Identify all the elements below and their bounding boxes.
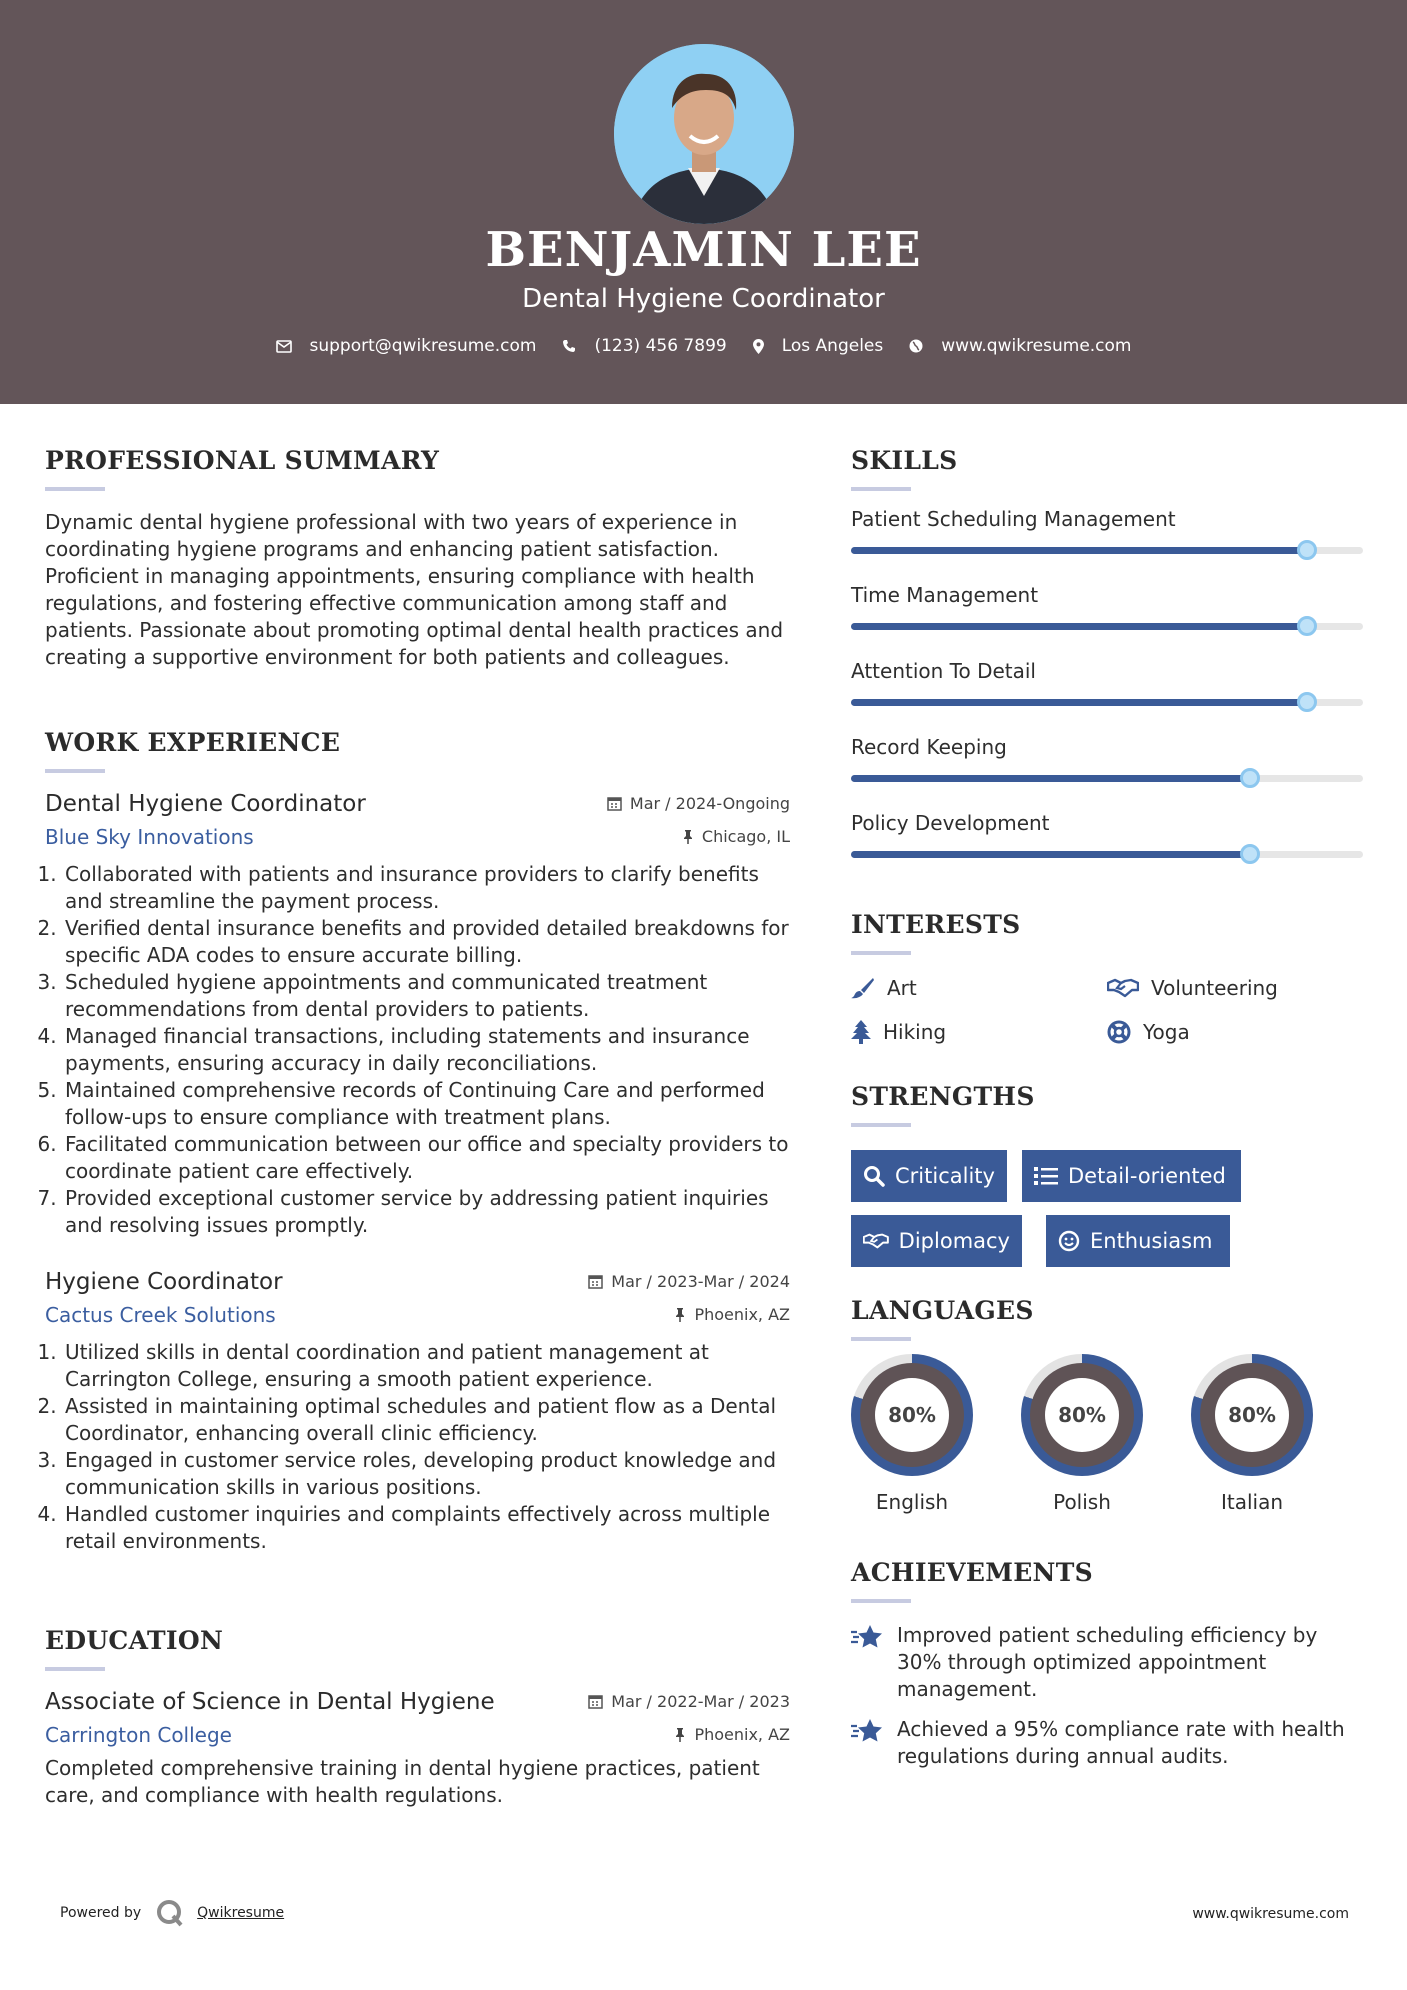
pin-icon xyxy=(674,1307,686,1322)
star-icon xyxy=(851,1624,883,1650)
contact-location xyxy=(753,336,884,356)
email-text: support@qwikresume.com xyxy=(309,336,537,356)
education-location xyxy=(674,1725,790,1744)
list-item: 3. Engaged in customer service roles, developing product knowledge and communication skills in various positions. xyxy=(63,1447,790,1501)
achievement-item xyxy=(851,1716,1363,1770)
strengths-heading: STRENGTHS xyxy=(851,1082,1035,1111)
handshake-icon xyxy=(863,1231,889,1251)
interest-label: Hiking xyxy=(883,1020,947,1044)
job-location-text: Chicago, IL xyxy=(701,827,790,846)
contact-email[interactable] xyxy=(276,336,537,356)
job-dates-text: Mar / 2023-Mar / 2024 xyxy=(611,1272,790,1291)
footer-powered-by xyxy=(60,1898,284,1928)
education-section xyxy=(45,1626,790,1809)
job-location xyxy=(674,1305,790,1324)
list-item: 5. Maintained comprehensive records of Continuing Care and performed follow-ups to ensure compliance with treatment plans. xyxy=(63,1077,790,1131)
interest-label: Volunteering xyxy=(1151,976,1278,1000)
skill-item xyxy=(851,583,1363,659)
list-item: 1. Collaborated with patients and insurance providers to clarify benefits and streamline the payment process. xyxy=(63,861,790,915)
contact-website[interactable] xyxy=(909,336,1131,356)
skill-bar-track xyxy=(851,775,1363,782)
heading-underline xyxy=(851,1337,911,1341)
right-column xyxy=(851,446,1363,1768)
job-title: Dental Hygiene Coordinator xyxy=(45,791,366,817)
calendar-icon xyxy=(588,1694,603,1709)
skill-bar-track xyxy=(851,623,1363,630)
strength-tag xyxy=(1022,1150,1241,1202)
languages-section xyxy=(851,1296,1363,1536)
skill-bar-fill xyxy=(851,775,1250,782)
interest-label: Art xyxy=(887,976,917,1000)
interests-heading: INTERESTS xyxy=(851,910,1021,939)
job-dates-text: Mar / 2024-Ongoing xyxy=(629,794,790,813)
achievement-item xyxy=(851,1622,1363,1703)
list-item: 4. Managed financial transactions, including statements and insurance payments, ensuring accuracy in daily reconciliations. xyxy=(63,1023,790,1077)
interest-item xyxy=(851,976,917,1000)
experience-section xyxy=(45,728,790,1555)
strengths-section xyxy=(851,1082,1363,1282)
skill-bar-fill xyxy=(851,851,1250,858)
strength-tag xyxy=(1046,1215,1230,1267)
achievement-text: Improved patient scheduling efficiency by 30% through optimized appointment management. xyxy=(897,1623,1318,1701)
education-dates-text: Mar / 2022-Mar / 2023 xyxy=(611,1692,790,1711)
summary-section xyxy=(45,446,790,671)
contact-bar xyxy=(0,336,1407,356)
skill-bar-knob xyxy=(1297,540,1317,560)
job-location-text: Phoenix, AZ xyxy=(694,1305,790,1324)
pin-icon xyxy=(682,829,694,844)
list-item: 4. Handled customer inquiries and complaints effectively across multiple retail environments. xyxy=(63,1501,790,1555)
skills-list xyxy=(851,507,1363,887)
star-icon xyxy=(851,1718,883,1744)
school-name[interactable]: Carrington College xyxy=(45,1723,232,1747)
skill-label: Policy Development xyxy=(851,811,1050,835)
language-percent: 80% xyxy=(1045,1378,1119,1452)
skill-label: Patient Scheduling Management xyxy=(851,507,1176,531)
interest-item xyxy=(1107,1020,1190,1044)
strength-tag xyxy=(851,1150,1007,1202)
heading-underline xyxy=(45,769,105,773)
list-item: 6. Facilitated communication between our office and specialty providers to coordinate patient care effectively. xyxy=(63,1131,790,1185)
skill-bar-track xyxy=(851,851,1363,858)
skills-heading: SKILLS xyxy=(851,446,958,475)
education-description: Completed comprehensive training in dental hygiene practices, patient care, and compliance with health regulations. xyxy=(45,1756,760,1807)
strength-label: Enthusiasm xyxy=(1090,1229,1213,1253)
skill-item xyxy=(851,659,1363,735)
left-column xyxy=(45,446,790,1807)
interests-section xyxy=(851,910,1363,1044)
profile-photo xyxy=(614,44,794,224)
language-ring xyxy=(1021,1354,1143,1476)
qwikresume-logo-icon xyxy=(155,1898,185,1928)
skill-bar-knob xyxy=(1297,616,1317,636)
search-icon xyxy=(863,1165,885,1187)
heading-underline xyxy=(851,1599,911,1603)
envelope-icon xyxy=(276,340,292,353)
language-item xyxy=(851,1354,973,1514)
job-dates xyxy=(588,1272,790,1291)
language-percent: 80% xyxy=(1215,1378,1289,1452)
strength-label: Criticality xyxy=(895,1164,995,1188)
skill-bar-knob xyxy=(1240,768,1260,788)
achievements-section xyxy=(851,1558,1363,1778)
pin-icon xyxy=(674,1727,686,1742)
list-item: 1. Utilized skills in dental coordination and patient management at Carrington College, ensuring a smooth patient experience. xyxy=(63,1339,790,1393)
job-bullets xyxy=(63,861,790,1239)
skill-label: Time Management xyxy=(851,583,1039,607)
language-percent: 80% xyxy=(875,1378,949,1452)
language-name: English xyxy=(875,1490,949,1514)
footer-website[interactable]: www.qwikresume.com xyxy=(1192,1906,1349,1922)
tree-icon xyxy=(851,1020,871,1044)
heading-underline xyxy=(851,951,911,955)
achievements-heading: ACHIEVEMENTS xyxy=(851,1558,1093,1587)
resume-header xyxy=(0,0,1407,404)
powered-by-text: Powered by xyxy=(60,1905,142,1921)
skill-bar-fill xyxy=(851,547,1307,554)
qwikresume-link[interactable]: Qwikresume xyxy=(197,1905,285,1921)
calendar-icon xyxy=(607,796,622,811)
job-entry xyxy=(45,1269,790,1555)
life-ring-icon xyxy=(1107,1020,1131,1044)
skill-bar-knob xyxy=(1240,844,1260,864)
achievement-text: Achieved a 95% compliance rate with health regulations during annual audits. xyxy=(897,1717,1345,1768)
job-entry xyxy=(45,791,790,1239)
list-item: 2. Verified dental insurance benefits and provided detailed breakdowns for specific ADA codes to ensure accurate billing. xyxy=(63,915,790,969)
skill-bar-track xyxy=(851,699,1363,706)
list-item: 3. Scheduled hygiene appointments and communicated treatment recommendations from dental providers to patients. xyxy=(63,969,790,1023)
phone-icon xyxy=(562,339,576,353)
skill-item xyxy=(851,735,1363,811)
education-heading: EDUCATION xyxy=(45,1626,224,1655)
summary-heading: PROFESSIONAL SUMMARY xyxy=(45,446,440,475)
degree-title: Associate of Science in Dental Hygiene xyxy=(45,1689,495,1715)
skill-item xyxy=(851,507,1363,583)
strength-tag xyxy=(851,1215,1022,1267)
job-bullets xyxy=(63,1339,790,1555)
list-item: 7. Provided exceptional customer service by addressing patient inquiries and resolving issues promptly. xyxy=(63,1185,790,1239)
heading-underline xyxy=(851,1123,911,1127)
contact-phone[interactable] xyxy=(562,336,726,356)
language-item xyxy=(1021,1354,1143,1514)
education-location-text: Phoenix, AZ xyxy=(694,1725,790,1744)
skills-section xyxy=(851,446,1363,887)
heading-underline xyxy=(851,487,911,491)
language-ring xyxy=(851,1354,973,1476)
job-location xyxy=(682,827,790,846)
skill-label: Attention To Detail xyxy=(851,659,1036,683)
skill-bar-fill xyxy=(851,699,1307,706)
calendar-icon xyxy=(588,1274,603,1289)
job-dates xyxy=(607,794,790,813)
skill-item xyxy=(851,811,1363,887)
interest-item xyxy=(1107,976,1278,1000)
education-dates xyxy=(588,1692,790,1711)
language-name: Italian xyxy=(1220,1490,1284,1514)
strength-label: Detail-oriented xyxy=(1068,1164,1226,1188)
company-name[interactable]: Cactus Creek Solutions xyxy=(45,1303,276,1327)
location-text: Los Angeles xyxy=(781,336,884,356)
handshake-icon xyxy=(1107,978,1139,998)
experience-heading: WORK EXPERIENCE xyxy=(45,728,341,757)
skill-bar-fill xyxy=(851,623,1307,630)
job-title: Hygiene Coordinator xyxy=(45,1269,283,1295)
heading-underline xyxy=(45,487,105,491)
company-name[interactable]: Blue Sky Innovations xyxy=(45,825,254,849)
skill-bar-knob xyxy=(1297,692,1317,712)
list-item: 2. Assisted in maintaining optimal schedules and patient flow as a Dental Coordinator, enhancing overall clinic efficiency. xyxy=(63,1393,790,1447)
skill-bar-track xyxy=(851,547,1363,554)
list-icon xyxy=(1034,1166,1058,1186)
candidate-title: Dental Hygiene Coordinator xyxy=(522,284,885,314)
globe-icon xyxy=(909,339,923,353)
strength-label: Diplomacy xyxy=(898,1229,1010,1253)
smile-icon xyxy=(1058,1230,1080,1252)
heading-underline xyxy=(45,1667,105,1671)
paintbrush-icon xyxy=(851,977,875,999)
language-item xyxy=(1191,1354,1313,1514)
map-marker-icon xyxy=(753,339,764,354)
summary-text: Dynamic dental hygiene professional with two years of experience in coordinating hygiene programs and enhancing patient satisfaction. Proficient in managing appointments, ensuring compliance with health regulations, and fostering effective communication among staff and patients. Passionate about promoting optimal dental health practices and creating a supportive environment for both patients and colleagues. xyxy=(45,510,784,669)
website-text: www.qwikresume.com xyxy=(941,336,1132,356)
skill-label: Record Keeping xyxy=(851,735,1007,759)
language-ring xyxy=(1191,1354,1313,1476)
interest-item xyxy=(851,1020,946,1044)
phone-text: (123) 456 7899 xyxy=(594,336,727,356)
candidate-name: BENJAMIN LEE xyxy=(485,222,922,278)
interest-label: Yoga xyxy=(1143,1020,1190,1044)
languages-heading: LANGUAGES xyxy=(851,1296,1034,1325)
language-name: Polish xyxy=(1053,1490,1111,1514)
